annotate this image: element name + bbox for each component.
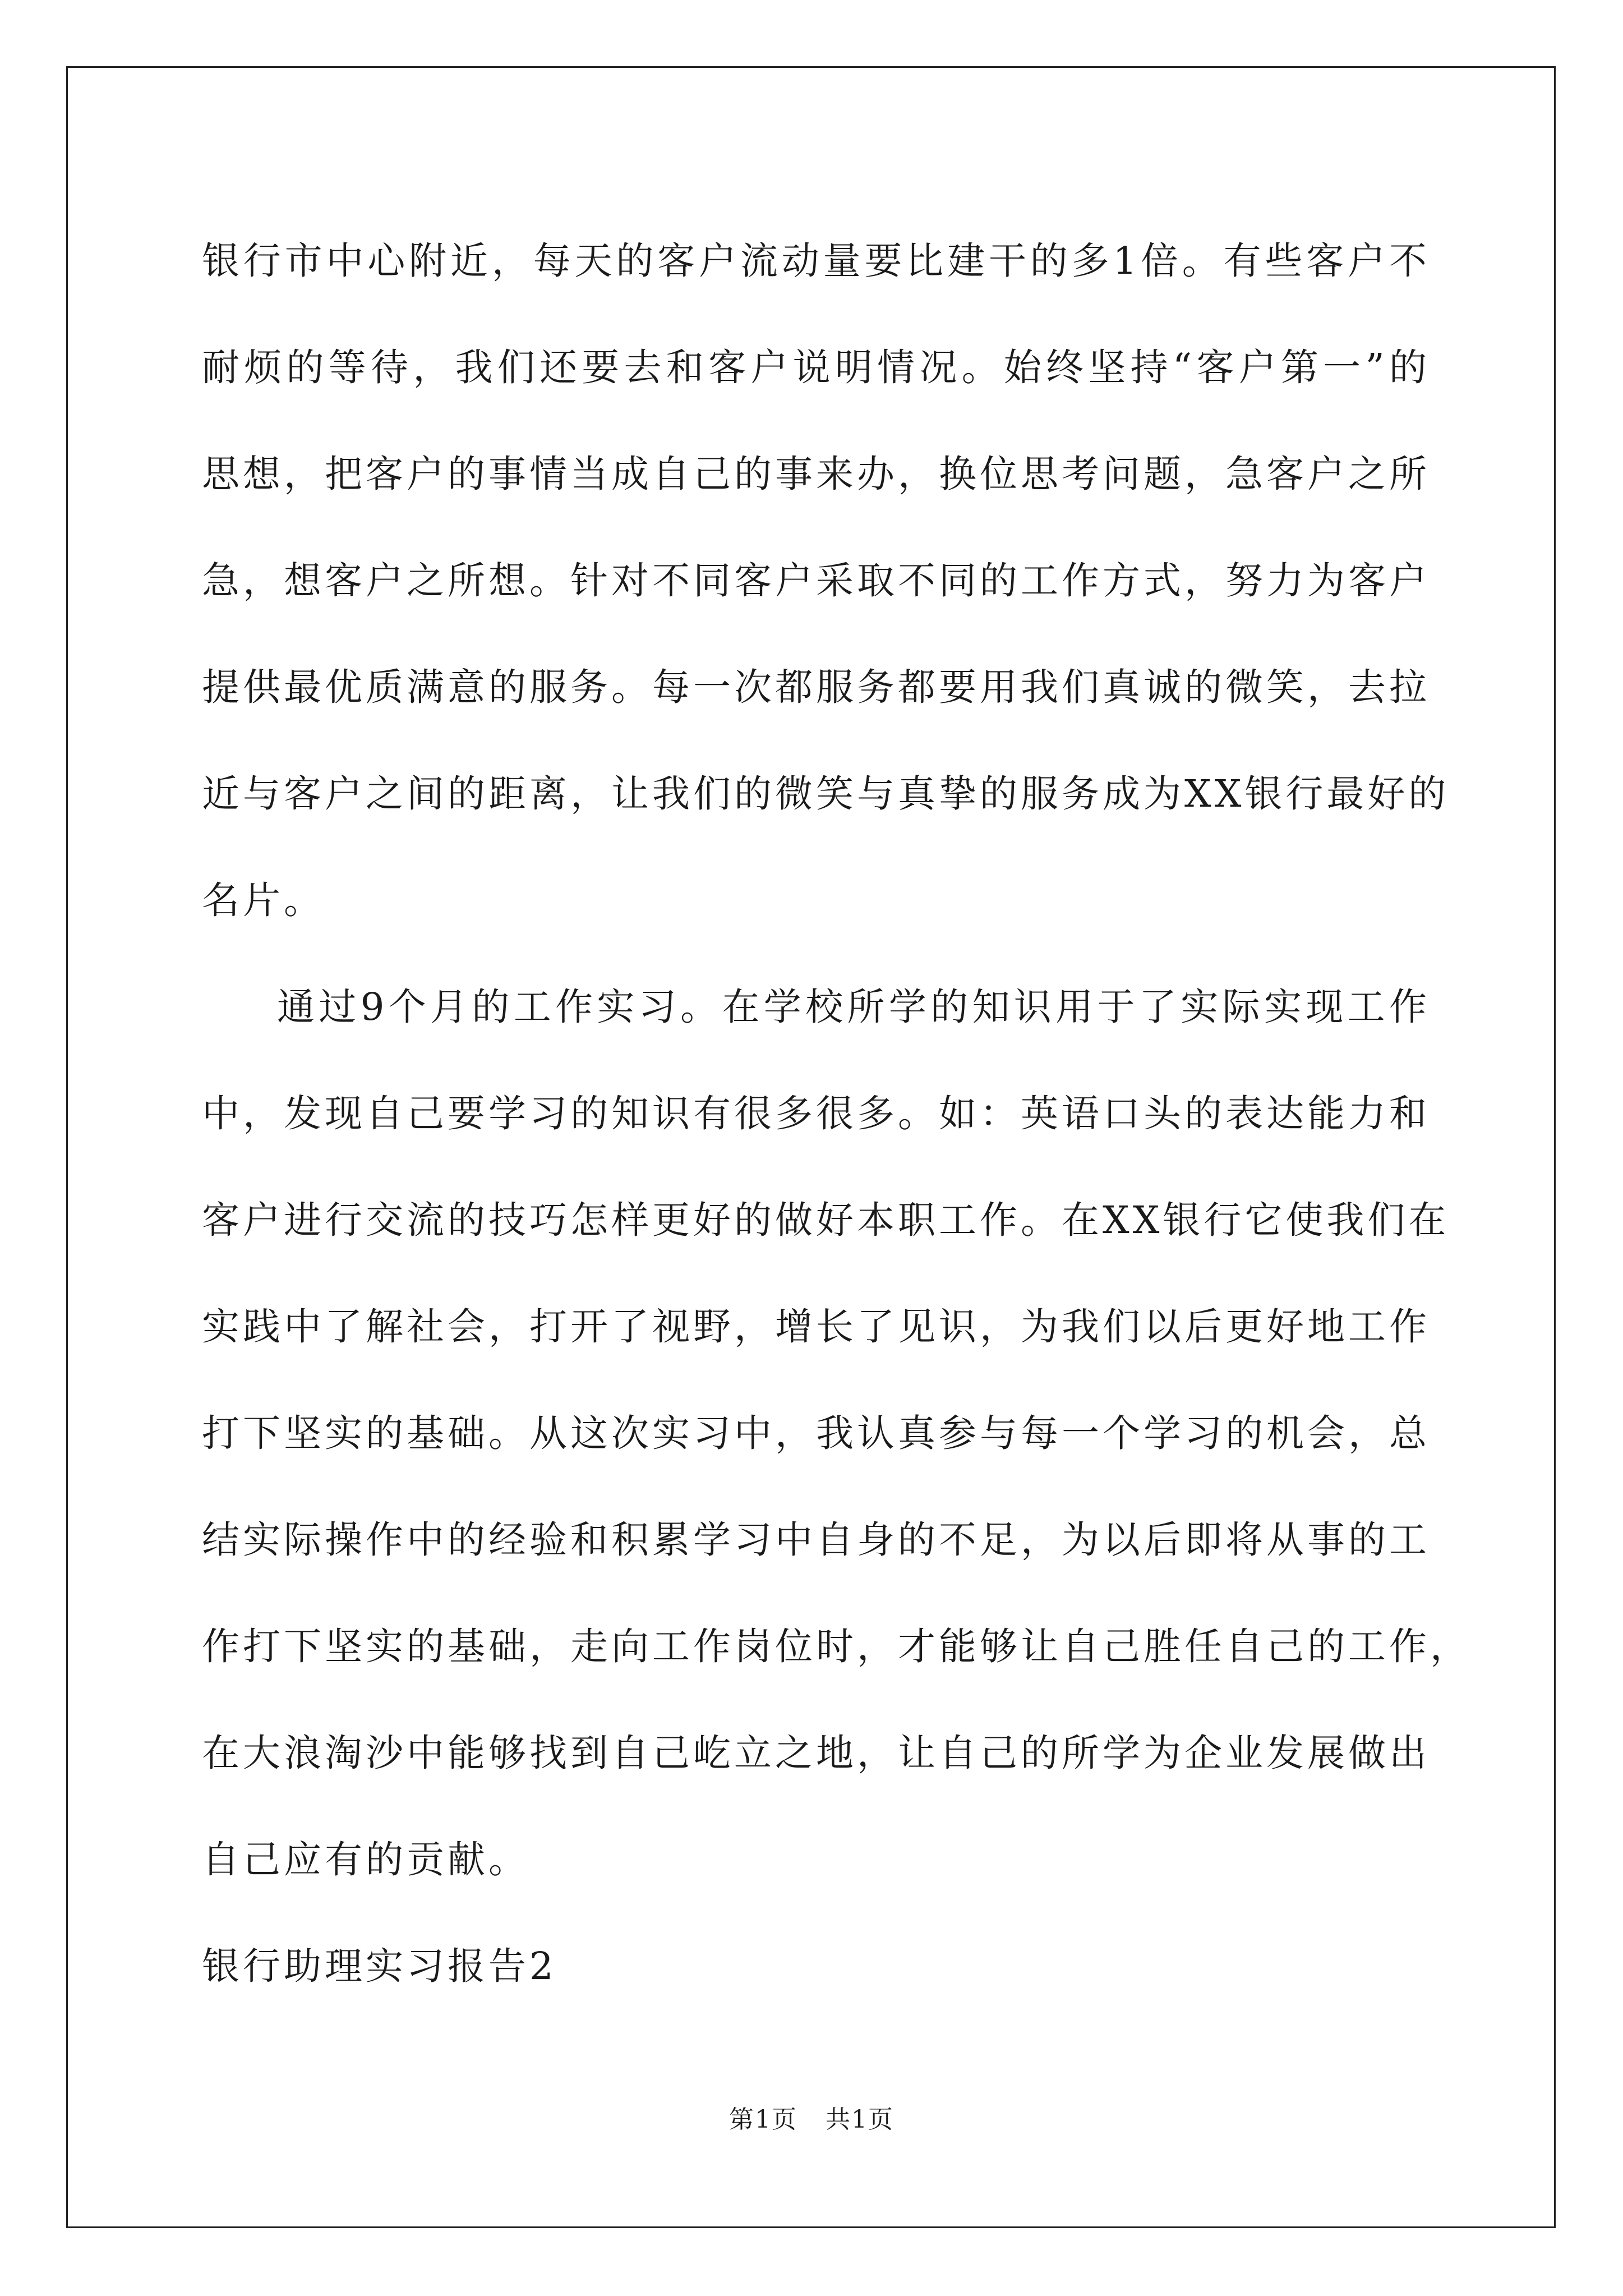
paragraph-line: 名片。 bbox=[202, 878, 325, 922]
document-body bbox=[202, 208, 1471, 2019]
paragraph-line: 作打下坚实的基础，走向工作岗位时，才能够让自己胜任自己的工作， bbox=[202, 1625, 1471, 1668]
paragraph-line: 通过9个月的工作实习。在学校所学的知识用于了实际实现工作 bbox=[277, 985, 1430, 1029]
page-number-current: 第1页 bbox=[729, 2105, 797, 2134]
paragraph-line: 思想，把客户的事情当成自己的事来办，换位思考问题，急客户之所 bbox=[202, 452, 1430, 496]
paragraph-line: 中，发现自己要学习的知识有很多很多。如：英语口头的表达能力和 bbox=[202, 1092, 1430, 1135]
paragraph-line: 提供最优质满意的服务。每一次都服务都要用我们真诚的微笑，去拉 bbox=[202, 665, 1430, 709]
paragraph-line: 在大浪淘沙中能够找到自己屹立之地，让自己的所学为企业发展做出 bbox=[202, 1731, 1430, 1775]
paragraph-line: 近与客户之间的距离，让我们的微笑与真挚的服务成为XX银行最好的 bbox=[202, 772, 1450, 816]
paragraph-line: 自己应有的贡献。 bbox=[202, 1838, 529, 1881]
paragraph-line: 结实际操作中的经验和积累学习中自身的不足，为以后即将从事的工 bbox=[202, 1518, 1430, 1562]
page-number-total: 共1页 bbox=[826, 2105, 894, 2134]
paragraph-line: 打下坚实的基础。从这次实习中，我认真参与每一个学习的机会，总 bbox=[202, 1411, 1430, 1455]
paragraph-line: 实践中了解社会，打开了视野，增长了见识，为我们以后更好地工作 bbox=[202, 1305, 1430, 1349]
paragraph-1 bbox=[202, 208, 1450, 954]
paragraph-line: 客户进行交流的技巧怎样更好的做好本职工作。在XX银行它使我们在 bbox=[202, 1198, 1450, 1242]
section-heading: 银行助理实习报告2 bbox=[202, 1944, 557, 1988]
paragraph-2 bbox=[202, 954, 1471, 1913]
paragraph-line: 急，想客户之所想。针对不同客户采取不同的工作方式，努力为客户 bbox=[202, 559, 1430, 602]
page-footer bbox=[0, 2099, 1623, 2135]
paragraph-line: 耐烦的等待，我们还要去和客户说明情况。始终坚持“客户第一”的 bbox=[202, 346, 1430, 389]
paragraph-line: 银行市中心附近，每天的客户流动量要比建干的多1倍。有些客户不 bbox=[202, 239, 1430, 283]
